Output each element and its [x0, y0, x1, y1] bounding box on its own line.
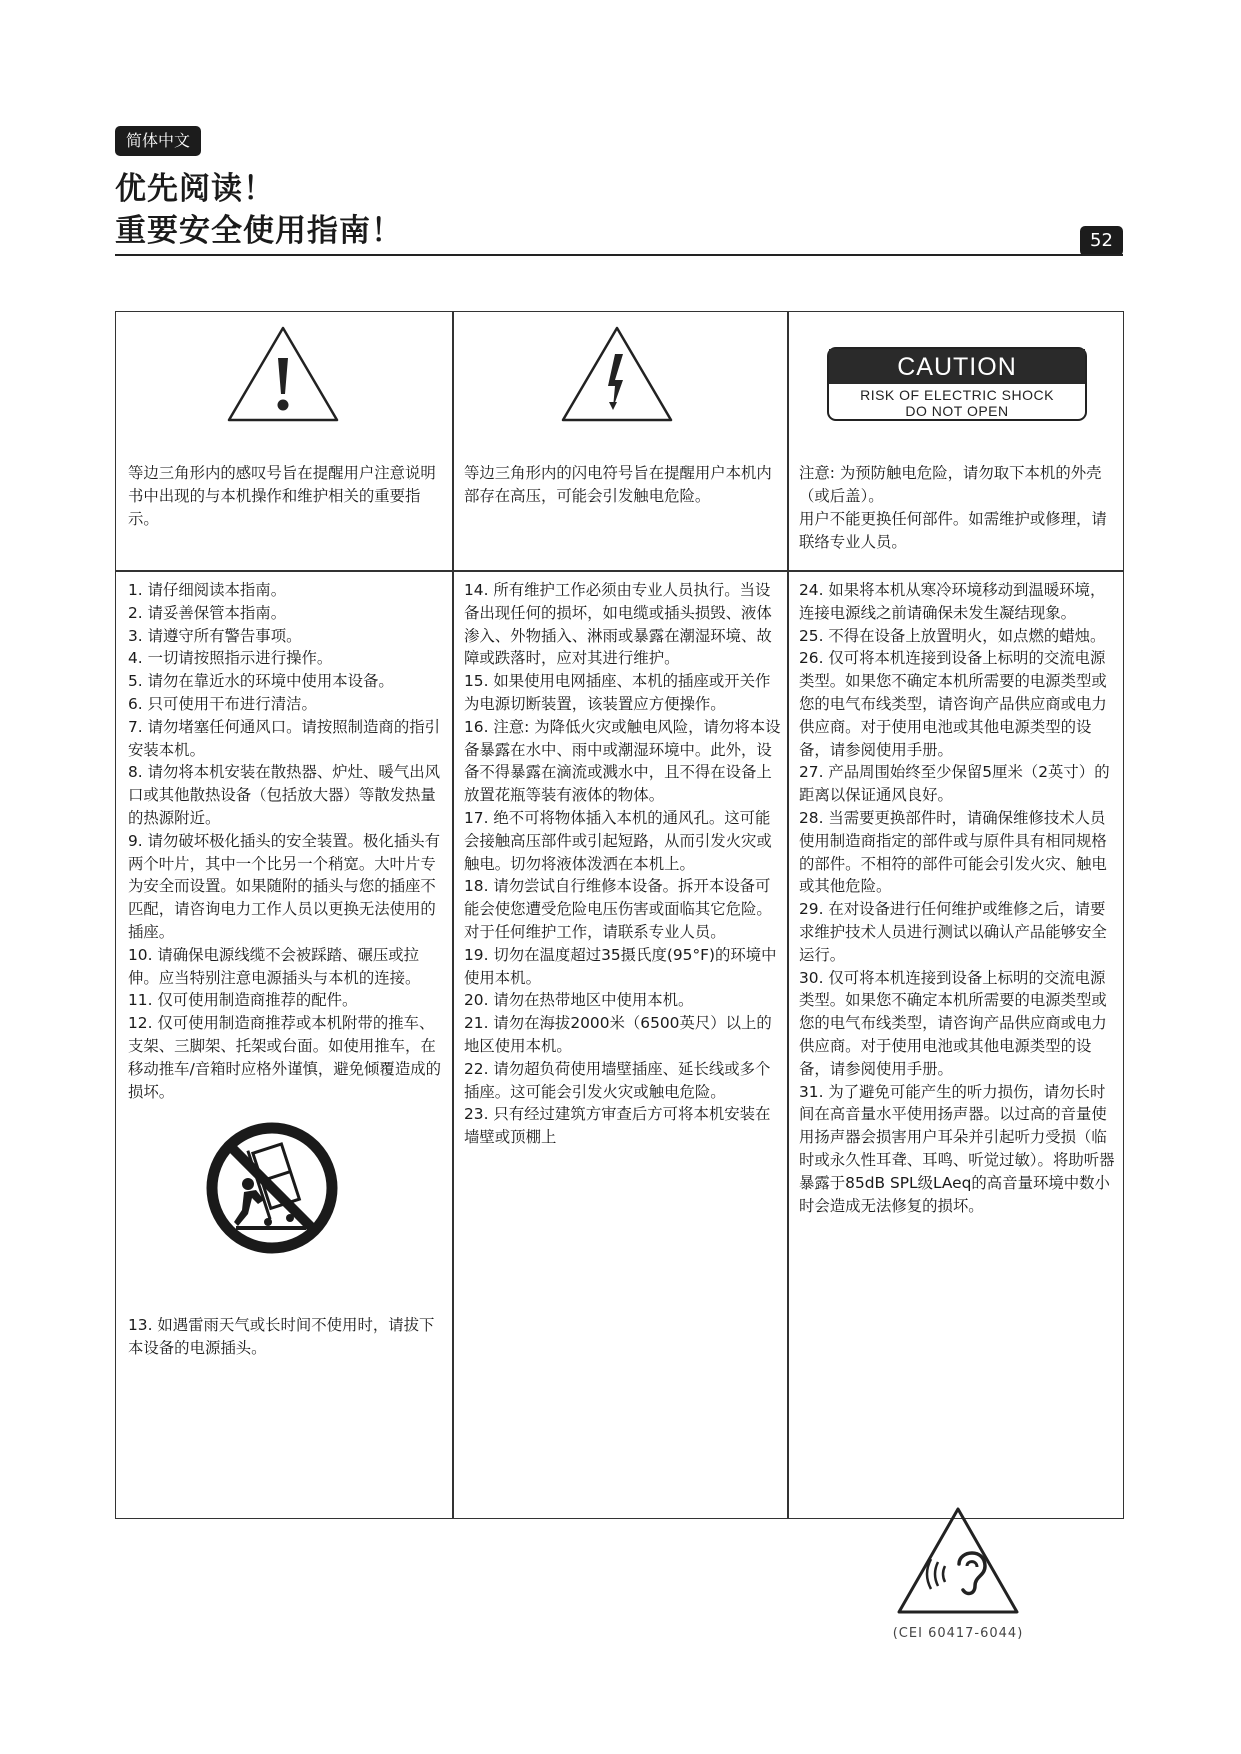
- list-item: 28. 当需要更换部件时，请确保维修技术人员使用制造商指定的部件或与原件具有相同规格的部件。不相符的部件可能会引发火灾、触电或其他危险。: [799, 808, 1107, 896]
- exclamation-triangle-icon: [223, 324, 343, 424]
- hearing-warning-triangle-icon: [893, 1504, 1023, 1619]
- caution-label-icon: [827, 347, 1087, 421]
- caution-description: [799, 462, 1117, 566]
- list-item: 25. 不得在设备上放置明火，如点燃的蜡烛。: [799, 626, 1106, 645]
- lightning-description: 等边三角形内的闪电符号旨在提醒用户本机内部存在高压，可能会引发触电危险。: [464, 464, 772, 505]
- list-item: 11. 仅可使用制造商推荐的配件。: [128, 991, 358, 1010]
- list-item: 3. 请遵守所有警告事项。: [128, 626, 302, 645]
- list-item: 6. 只可使用干布进行清洁。: [128, 694, 317, 713]
- list-item: 19. 切勿在温度超过35摄氏度(95°F)的环境中使用本机。: [464, 945, 777, 987]
- page-number: 52: [1080, 226, 1123, 256]
- list-item: 27. 产品周围始终至少保留5厘米（2英寸）的距离以保证通风良好。: [799, 763, 1110, 805]
- column-divider: [452, 312, 454, 1518]
- language-badge: 简体中文: [115, 126, 201, 156]
- list-item: 8. 请勿将本机安装在散热器、炉灶、暖气出风口或其他散热设备（包括放大器）等散发热量的热源附近。: [128, 763, 440, 827]
- list-item: 17. 绝不可将物体插入本机的通风孔。这可能会接触高压部件或引起短路，从而引发火灾或触电。切勿将液体泼洒在本机上。: [464, 808, 772, 873]
- caution-line-1: RISK OF ELECTRIC SHOCK: [860, 387, 1054, 403]
- lightning-triangle-icon: [557, 324, 677, 424]
- list-item: 4. 一切请按照指示进行操作。: [128, 649, 333, 668]
- list-item: 26. 仅可将本机连接到设备上标明的交流电源类型。如果您不确定本机所需要的电源类型或您的电气布线类型，请咨询产品供应商或电力供应商。对于使用电池或其他电源类型的设备，请参阅使用手册。: [799, 649, 1107, 759]
- cei-standard-label: (CEI 60417-6044): [892, 1626, 1024, 1641]
- no-cart-tipping-icon: [206, 1122, 338, 1254]
- list-item: 21. 请勿在海拔2000米（6500英尺）以上的地区使用本机。: [464, 1014, 772, 1055]
- list-item: 10. 请确保电源线缆不会被踩踏、碾压或拉伸。应当特别注意电源插头与本机的连接。: [128, 945, 421, 987]
- list-item: 24. 如果将本机从寒冷环境移动到温暖环境，连接电源线之前请确保未发生凝结现象。: [799, 581, 1106, 622]
- list-item: 12. 仅可使用制造商推荐或本机附带的推车、支架、三脚架、托架或台面。如使用推车，在移动推车/音箱时应格外谨慎，避免倾覆造成的损坏。: [128, 1014, 441, 1101]
- list-item: 7. 请勿堵塞任何通风口。请按照制造商的指引安装本机。: [128, 717, 440, 759]
- caution-line-2: DO NOT OPEN: [905, 403, 1009, 419]
- list-item: 5. 请勿在靠近水的环境中使用本设备。: [128, 672, 394, 691]
- page-title: [115, 168, 403, 252]
- list-item: 15. 如果使用电网插座、本机的插座或开关作为电源切断装置，该装置应方便操作。: [464, 672, 771, 713]
- list-item: 14. 所有维护工作必须由专业人员执行。当设备出现任何的损坏，如电缆或插头损毁、液体渗入、外物插入、淋雨或暴露在潮湿环境、故障或跌落时，应对其进行维护。: [464, 581, 772, 668]
- column-divider: [787, 312, 789, 1518]
- list-item: 9. 请勿破坏极化插头的安全装置。极化插头有两个叶片，其中一个比另一个稍宽。大叶片专为安全而设置。如果随附的插头与您的插座不匹配，请咨询电力工作人员以更换无法使用的插座。: [128, 831, 440, 941]
- row-divider: [116, 570, 1123, 572]
- list-item: 31. 为了避免可能产生的听力损伤，请勿长时间在高音量水平使用扬声器。以过高的音量使用扬声器会损害用户耳朵并引起听力受损（临时或永久性耳聋、耳鸣、听觉过敏）。将助听器暴露于85dB SPL级LAeq的高音量环境中数小时会造成无法修复的损坏。: [799, 1082, 1115, 1215]
- instructions-column-2: [464, 579, 782, 1509]
- caution-text-1: 注意: 为预防触电危险，请勿取下本机的外壳（或后盖）。: [799, 464, 1102, 505]
- caution-text-2: 用户不能更换任何部件。如需维护或修理，请联络专业人员。: [799, 510, 1107, 551]
- title-line-1: 优先阅读！: [115, 171, 275, 207]
- caution-heading: CAUTION: [829, 349, 1085, 384]
- list-item: 1. 请仔细阅读本指南。: [128, 581, 287, 599]
- header-divider: [115, 254, 1123, 256]
- list-item: 13. 如遇雷雨天气或长时间不使用时，请拔下本设备的电源插头。: [128, 1316, 435, 1357]
- instructions-column-1: [128, 579, 446, 1509]
- instructions-column-3: [799, 579, 1117, 1641]
- title-line-2: 重要安全使用指南！: [115, 213, 403, 249]
- list-item: 2. 请妥善保管本指南。: [128, 603, 287, 622]
- list-item: 22. 请勿超负荷使用墙壁插座、延长线或多个插座。这可能会引发火灾或触电危险。: [464, 1059, 771, 1101]
- list-item: 20. 请勿在热带地区中使用本机。: [464, 991, 694, 1010]
- list-item: 16. 注意: 为降低火灾或触电风险，请勿将本设备暴露在水中、雨中或潮湿环境中。此外，设备不得暴露在滴流或溅水中，且不得在设备上放置花瓶等装有液体的物体。: [464, 717, 781, 805]
- list-item: 18. 请勿尝试自行维修本设备。拆开本设备可能会使您遭受危险电压伤害或面临其它危险。对于任何维护工作，请联系专业人员。: [464, 877, 772, 941]
- safety-table: [115, 311, 1124, 1641]
- exclamation-description: 等边三角形内的感叹号旨在提醒用户注意说明书中出现的与本机操作和维护相关的重要指示。: [128, 464, 436, 528]
- list-item: 23. 只有经过建筑方审查后方可将本机安装在墙壁或顶棚上: [464, 1105, 771, 1147]
- list-item: 30. 仅可将本机连接到设备上标明的交流电源类型。如果您不确定本机所需要的电源类型或您的电气布线类型，请咨询产品供应商或电力供应商。对于使用电池或其他电源类型的设备，请参阅使用手册。: [799, 968, 1107, 1078]
- list-item: 29. 在对设备进行任何维护或维修之后，请要求维护技术人员进行测试以确认产品能够安全运行。: [799, 900, 1107, 964]
